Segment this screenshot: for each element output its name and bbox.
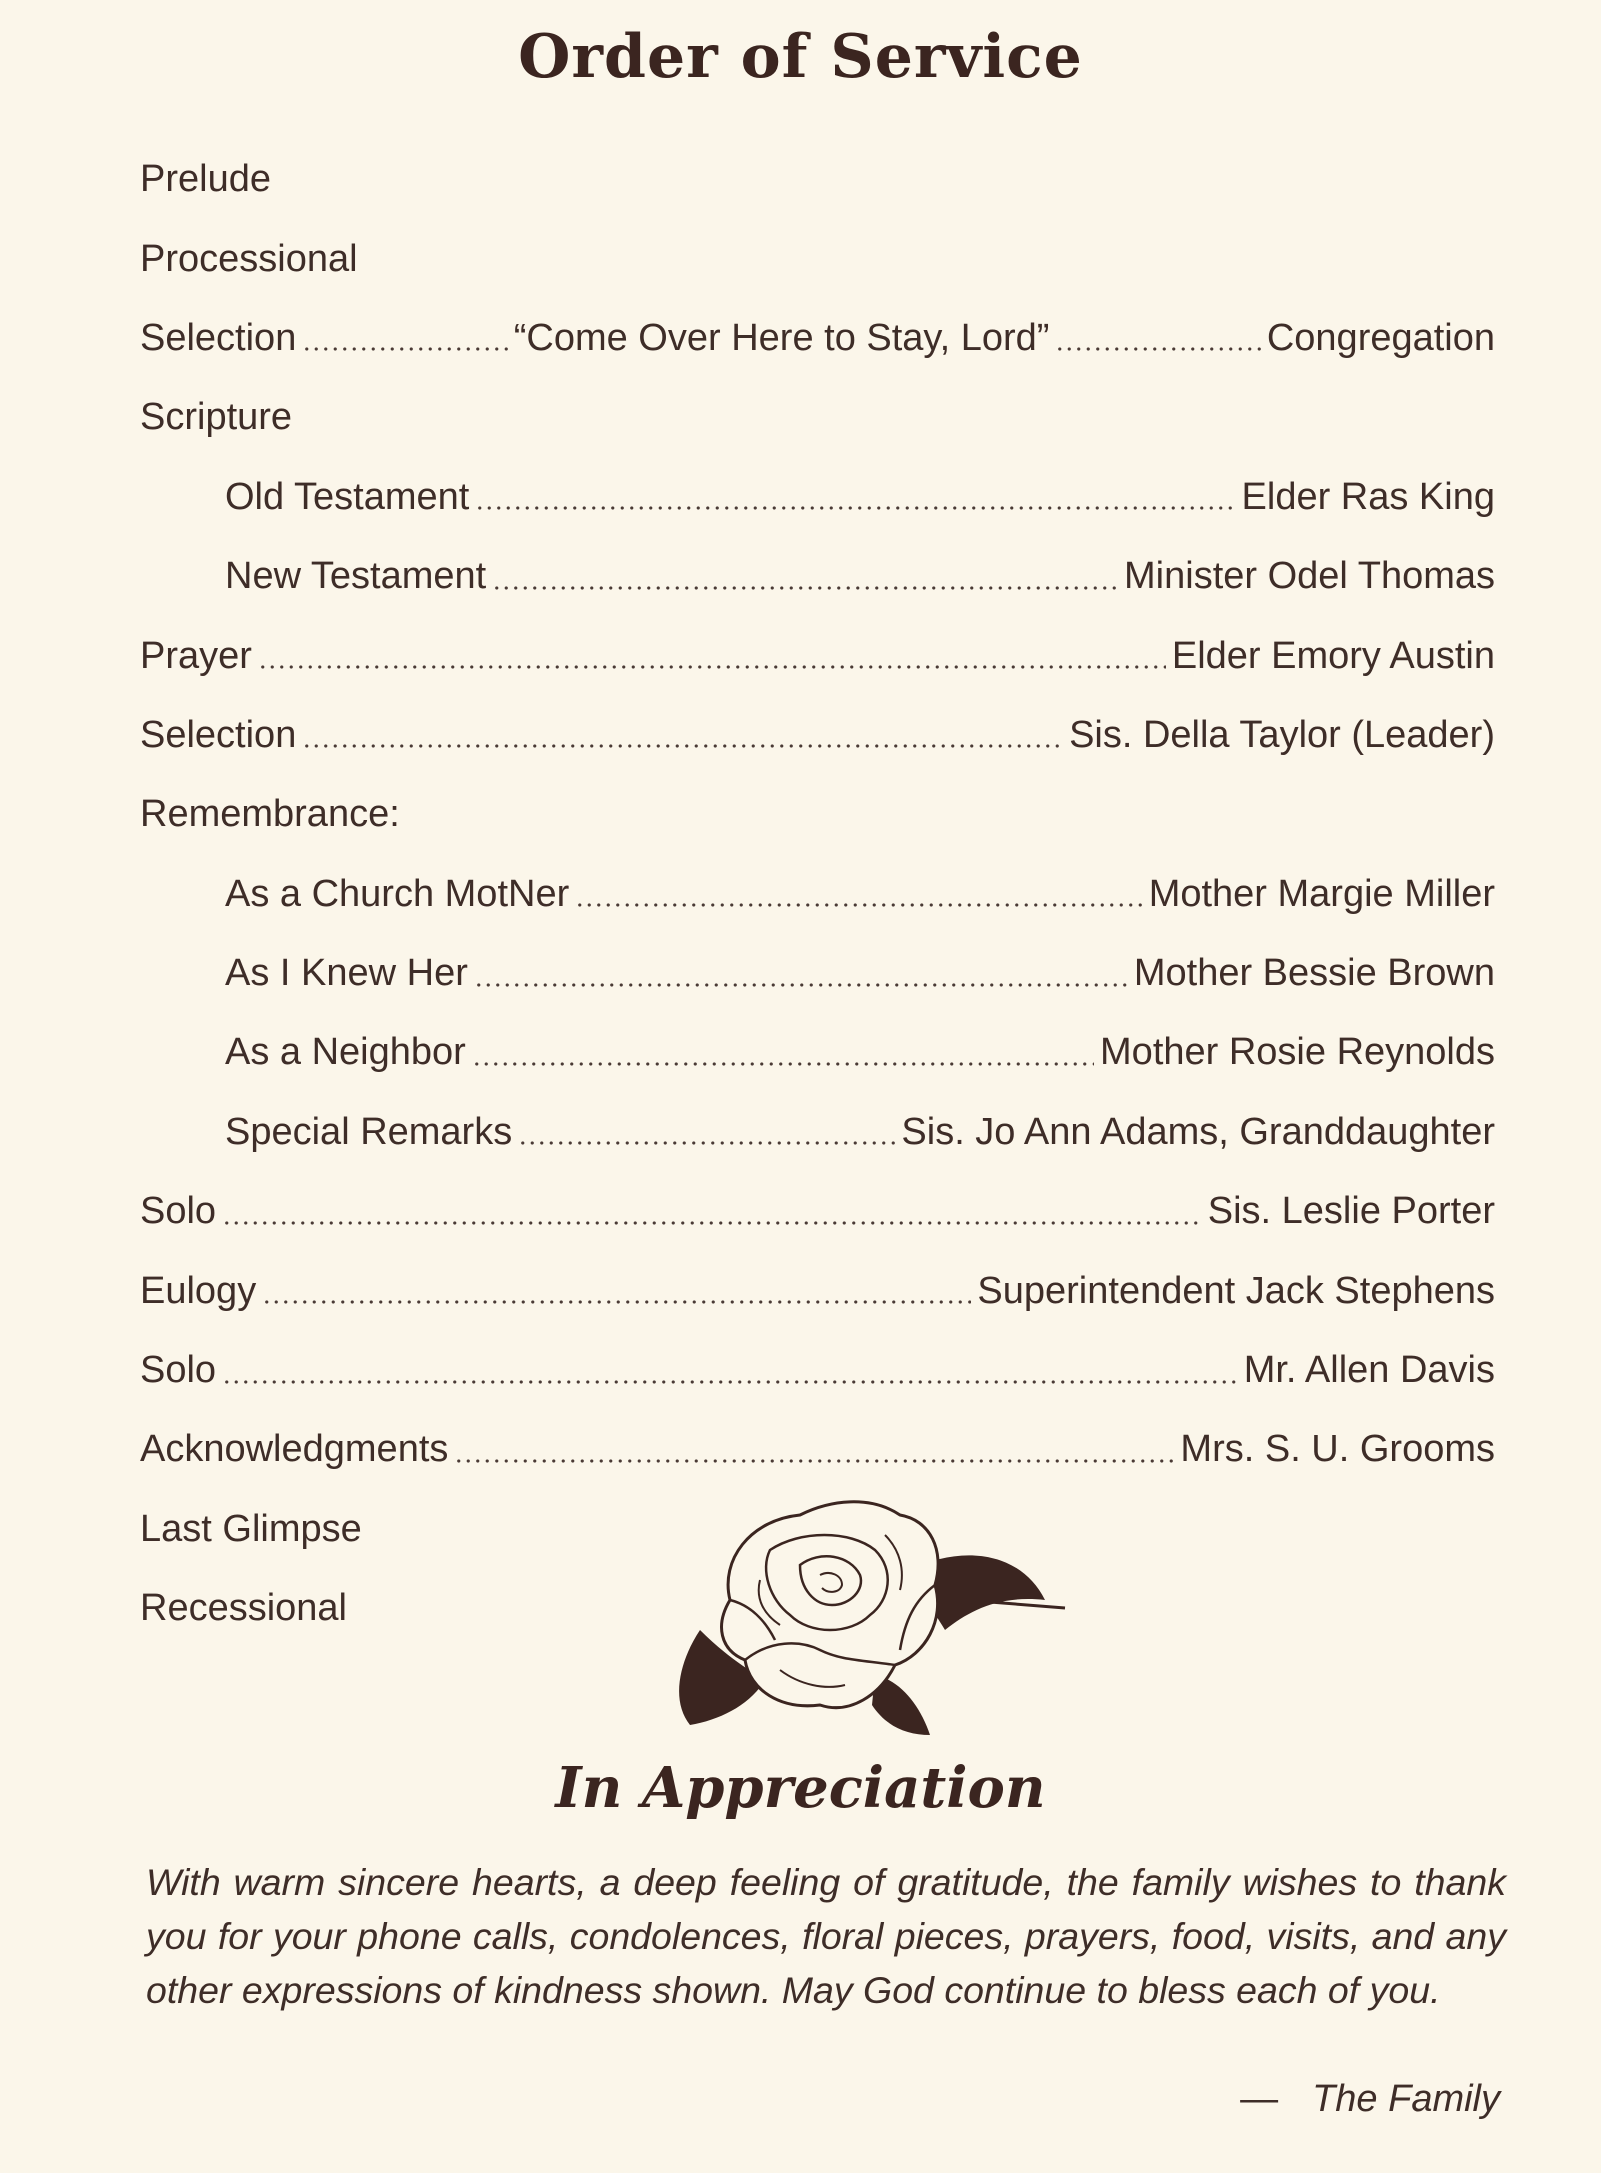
dot-leader — [474, 978, 1128, 992]
program-row — [140, 219, 1495, 298]
program-item-participant: Sis. Della Taylor (Leader) — [1069, 713, 1495, 756]
program-row — [140, 1093, 1495, 1172]
appreciation-title: In Appreciation — [555, 1755, 1046, 1821]
program-item-participant: Superintendent Jack Stephens — [977, 1269, 1495, 1312]
dot-leader — [302, 342, 507, 356]
dot-leader — [222, 1216, 1202, 1230]
program-item-label: New Testament — [225, 555, 487, 598]
program-item-participant: Sis. Leslie Porter — [1207, 1190, 1495, 1233]
signature-dash: — — [1240, 2078, 1279, 2120]
program-item-label: Solo — [140, 1349, 217, 1392]
program-item-label: Special Remarks — [225, 1110, 513, 1153]
dot-leader — [454, 1454, 1174, 1468]
program-row — [140, 1331, 1495, 1410]
program-item-participant: Mother Margie Miller — [1148, 872, 1495, 915]
order-of-service-list — [140, 140, 1495, 1648]
program-item-label: Prayer — [140, 634, 252, 677]
program-item-label: Eulogy — [140, 1269, 257, 1312]
program-row — [140, 1410, 1495, 1489]
page-title: Order of Service — [518, 22, 1083, 92]
program-row — [140, 299, 1495, 378]
program-item-participant: Mother Rosie Reynolds — [1100, 1031, 1495, 1074]
program-row — [140, 934, 1495, 1013]
dot-leader — [472, 1057, 1094, 1071]
dot-leader — [302, 739, 1063, 753]
program-row — [140, 616, 1495, 695]
program-item-label: Solo — [140, 1190, 217, 1233]
program-item-participant: Elder Emory Austin — [1171, 634, 1495, 677]
dot-leader — [1055, 342, 1260, 356]
dot-leader — [258, 660, 1166, 674]
program-row — [140, 458, 1495, 537]
signature — [1180, 2078, 1500, 2121]
dot-leader — [475, 501, 1235, 515]
dot-leader — [492, 581, 1118, 595]
appreciation-message: With warm sincere hearts, a deep feeling of gratitude, the family wishes to thank you for your phone calls, condolences, floral pieces, prayers, food, visits, and any other expressions of kindness shown. May God continue to bless each of you. — [146, 1861, 1506, 2011]
program-item-title: “Come Over Here to Stay, Lord” — [513, 316, 1050, 359]
program-item-label: Old Testament — [225, 475, 470, 518]
program-item-label: Selection — [140, 713, 297, 756]
program-item-label: As a Church MotNer — [225, 872, 570, 915]
program-item-label: Selection — [140, 316, 297, 359]
program-item-participant: Congregation — [1266, 316, 1496, 359]
program-item-participant: Mr. Allen Davis — [1243, 1349, 1495, 1392]
program-item-label: Acknowledgments — [140, 1428, 449, 1471]
signature-name: The Family — [1312, 2078, 1500, 2120]
program-row — [140, 378, 1495, 457]
program-item-participant: Mother Bessie Brown — [1133, 952, 1495, 995]
dot-leader — [222, 1375, 1238, 1389]
program-item-participant: Minister Odel Thomas — [1124, 555, 1495, 598]
program-item-label: As I Knew Her — [225, 952, 468, 995]
program-item-label: Remembrance: — [140, 793, 400, 836]
program-item-label: Scripture — [140, 396, 293, 439]
program-row — [140, 696, 1495, 775]
program-row — [140, 1013, 1495, 1092]
program-item-label: Processional — [140, 237, 358, 280]
program-item-label: Last Glimpse — [140, 1507, 362, 1550]
program-row — [140, 855, 1495, 934]
rose-icon — [660, 1490, 1070, 1740]
program-row — [140, 1172, 1495, 1251]
program-item-participant: Mrs. S. U. Grooms — [1180, 1428, 1495, 1471]
program-item-label: Recessional — [140, 1587, 347, 1630]
program-item-participant: Sis. Jo Ann Adams, Granddaughter — [901, 1110, 1495, 1153]
dot-leader — [518, 1136, 895, 1150]
program-item-label: As a Neighbor — [225, 1031, 466, 1074]
program-item-participant: Elder Ras King — [1241, 475, 1495, 518]
program-row — [140, 775, 1495, 854]
program-item-label: Prelude — [140, 158, 271, 201]
program-row — [140, 1251, 1495, 1330]
program-row — [140, 140, 1495, 219]
dot-leader — [575, 898, 1142, 912]
dot-leader — [262, 1295, 971, 1309]
program-row — [140, 537, 1495, 616]
